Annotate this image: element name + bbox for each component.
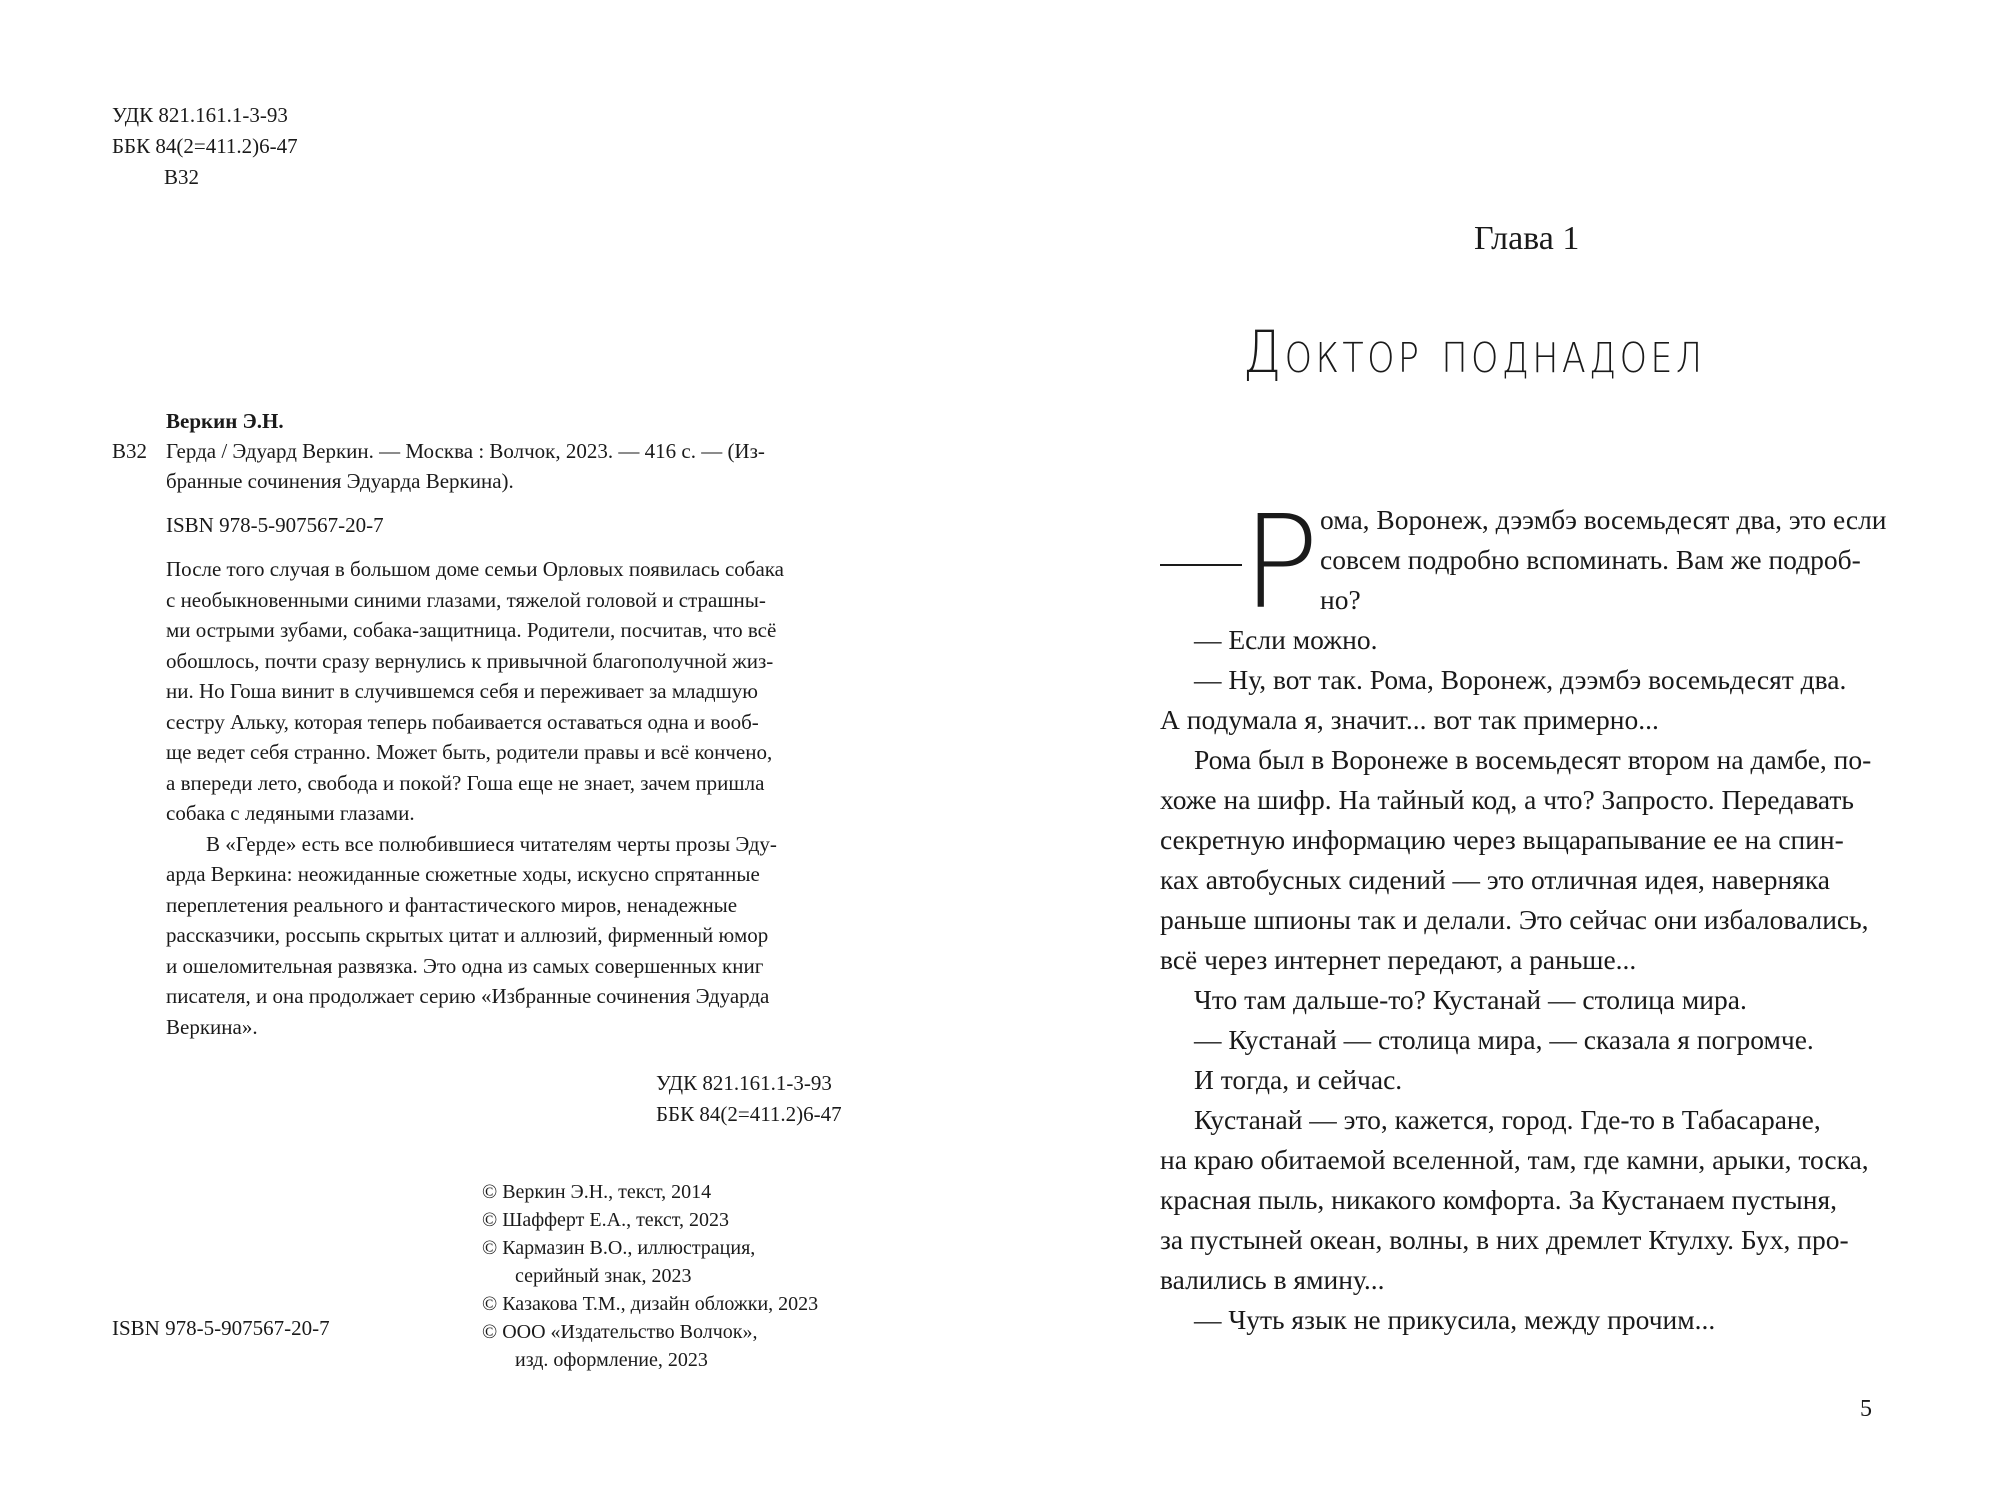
chapter-title: Доктор поднадоел [1243, 318, 1706, 386]
udk-code: УДК 821.161.1-3-93 [656, 1071, 832, 1095]
bbk-code: ББК 84(2=411.2)6-47 [656, 1102, 842, 1126]
annotation-line: собака с ледяными глазами. [166, 801, 415, 825]
text-line: — Кустанай — столица мира, — сказала я погромче. [1194, 1024, 1814, 1055]
text-line: раньше шпионы так и делали. Это сейчас они избаловались, [1160, 904, 1869, 935]
text-line: — Если можно. [1194, 624, 1378, 655]
text-line: секретную информацию через выцарапывание ее на спин- [1160, 824, 1844, 855]
catalog-marker: В32 [112, 439, 148, 463]
text-line: но? [1320, 584, 1361, 615]
annotation [112, 554, 854, 1042]
annotation-line: В «Герде» есть все полюбившиеся читателям черты прозы Эду- [206, 831, 777, 856]
dialogue-dash-rule [1160, 564, 1242, 566]
text-line: валились в ямину... [1160, 1264, 1385, 1295]
catalog-record [112, 406, 854, 1042]
catalog-author: Веркин Э.Н. [166, 409, 284, 433]
udk-code: УДК 821.161.1-3-93 [112, 103, 288, 127]
annotation-line: писателя, и она продолжает серию «Избранные сочинения Эдуарда [166, 984, 770, 1008]
text-line: на краю обитаемой вселенной, там, где камни, арыки, тоска, [1160, 1144, 1869, 1175]
text-line: хоже на шифр. На тайный код, а что? Запросто. Передавать [1160, 784, 1854, 815]
copyright-line-continued: изд. оформление, 2023 [515, 1349, 708, 1371]
opening-lines [1320, 500, 1905, 620]
annotation-line: рассказчики, россыпь скрытых цитат и аллюзий, фирменный юмор [166, 923, 769, 947]
text-line: — Чуть язык не прикусила, между прочим... [1194, 1304, 1716, 1335]
text-line: А подумала я, значит... вот так примерно... [1160, 704, 1659, 735]
opening-paragraph [1160, 489, 1905, 638]
annotation-paragraph-2 [166, 829, 854, 1043]
annotation-line: обошлось, почти сразу вернулись к привычной благополучной жиз- [166, 648, 774, 673]
chapter-number: Глава 1 [1474, 220, 1580, 257]
copyright-line-continued: серийный знак, 2023 [515, 1265, 692, 1287]
text-line: Что там дальше-то? Кустанай — столица мира. [1194, 984, 1747, 1015]
text-line: Кустанай — это, кажется, город. Где-то в Табасаране, [1194, 1104, 1821, 1135]
catalog-isbn: ISBN 978-5-907567-20-7 [166, 513, 384, 537]
right-page [1000, 0, 2000, 1500]
annotation-paragraph-1 [166, 554, 854, 829]
page-number: 5 [1860, 1396, 1872, 1422]
annotation-line: с необыкновенными синими глазами, тяжелой головой и страшны- [166, 587, 766, 612]
copyright-line: © Кармазин В.О., иллюстрация, [482, 1237, 756, 1259]
text-line: ома, Воронеж, дээмбэ восемьдесят два, это если [1320, 504, 1887, 535]
copyright-line: © ООО «Издательство Волчок», [482, 1321, 758, 1343]
annotation-line: Веркина». [166, 1014, 258, 1039]
text-line: — Ну, вот так. Рома, Воронеж, дээмбэ восемьдесят два. [1194, 664, 1847, 695]
copyright-block [482, 1178, 818, 1374]
catalog-entry [112, 436, 854, 496]
annotation-line: сестру Альку, которая теперь побаивается оставаться одна и вооб- [166, 709, 759, 734]
copyright-line: © Казакова Т.М., дизайн обложки, 2023 [482, 1293, 819, 1315]
annotation-line: ми острыми зубами, собака-защитница. Родители, посчитав, что всё [166, 618, 777, 642]
chapter-text [1160, 489, 1905, 1340]
annotation-line: После того случая в большом доме семьи Орловых появилась собака [166, 557, 785, 581]
annotation-line: арда Веркина: неожиданные сюжетные ходы, искусно спрятанные [166, 862, 760, 886]
text-line: совсем подробно вспоминать. Вам же подроб- [1320, 544, 1861, 575]
text-line: за пустыней океан, волны, в них дремлет Ктулху. Бух, про- [1160, 1224, 1849, 1255]
text-line: красная пыль, никакого комфорта. За Кустанаем пустыня, [1160, 1184, 1838, 1215]
bbk-code: ББК 84(2=411.2)6-47 [112, 134, 298, 158]
author-mark: В32 [164, 165, 200, 189]
classification-codes-bottom [656, 1068, 842, 1130]
isbn-bottom: ISBN 978-5-907567-20-7 [112, 1316, 330, 1340]
copyright-line: © Шафферт Е.А., текст, 2023 [482, 1209, 730, 1231]
classification-codes-top [112, 100, 298, 193]
annotation-line: ще ведет себя странно. Может быть, родители правы и всё кончено, [166, 740, 773, 764]
annotation-line: и ошеломительная развязка. Это одна из самых совершенных книг [166, 953, 764, 978]
catalog-record-line: Герда / Эдуард Веркин. — Москва : Волчок, 2023. — 416 с. — (Из- [166, 439, 765, 463]
text-line: Рома был в Воронеже в восемьдесят втором на дамбе, по- [1194, 744, 1872, 775]
annotation-line: а впереди лето, свобода и покой? Гоша еще не знает, зачем пришла [166, 770, 765, 795]
text-line: И тогда, и сейчас. [1194, 1064, 1403, 1095]
text-line: ках автобусных сидений — это отличная идея, наверняка [1160, 864, 1830, 895]
text-line: всё через интернет передают, а раньше... [1160, 944, 1637, 975]
drop-cap: Р [1242, 489, 1320, 638]
copyright-line: © Веркин Э.Н., текст, 2014 [482, 1181, 712, 1203]
annotation-line: ни. Но Гоша винит в случившемся себя и переживает за младшую [166, 679, 758, 703]
annotation-line: переплетения реального и фантастического миров, ненадежные [166, 892, 738, 917]
catalog-record-line: бранные сочинения Эдуарда Веркина). [166, 469, 514, 493]
